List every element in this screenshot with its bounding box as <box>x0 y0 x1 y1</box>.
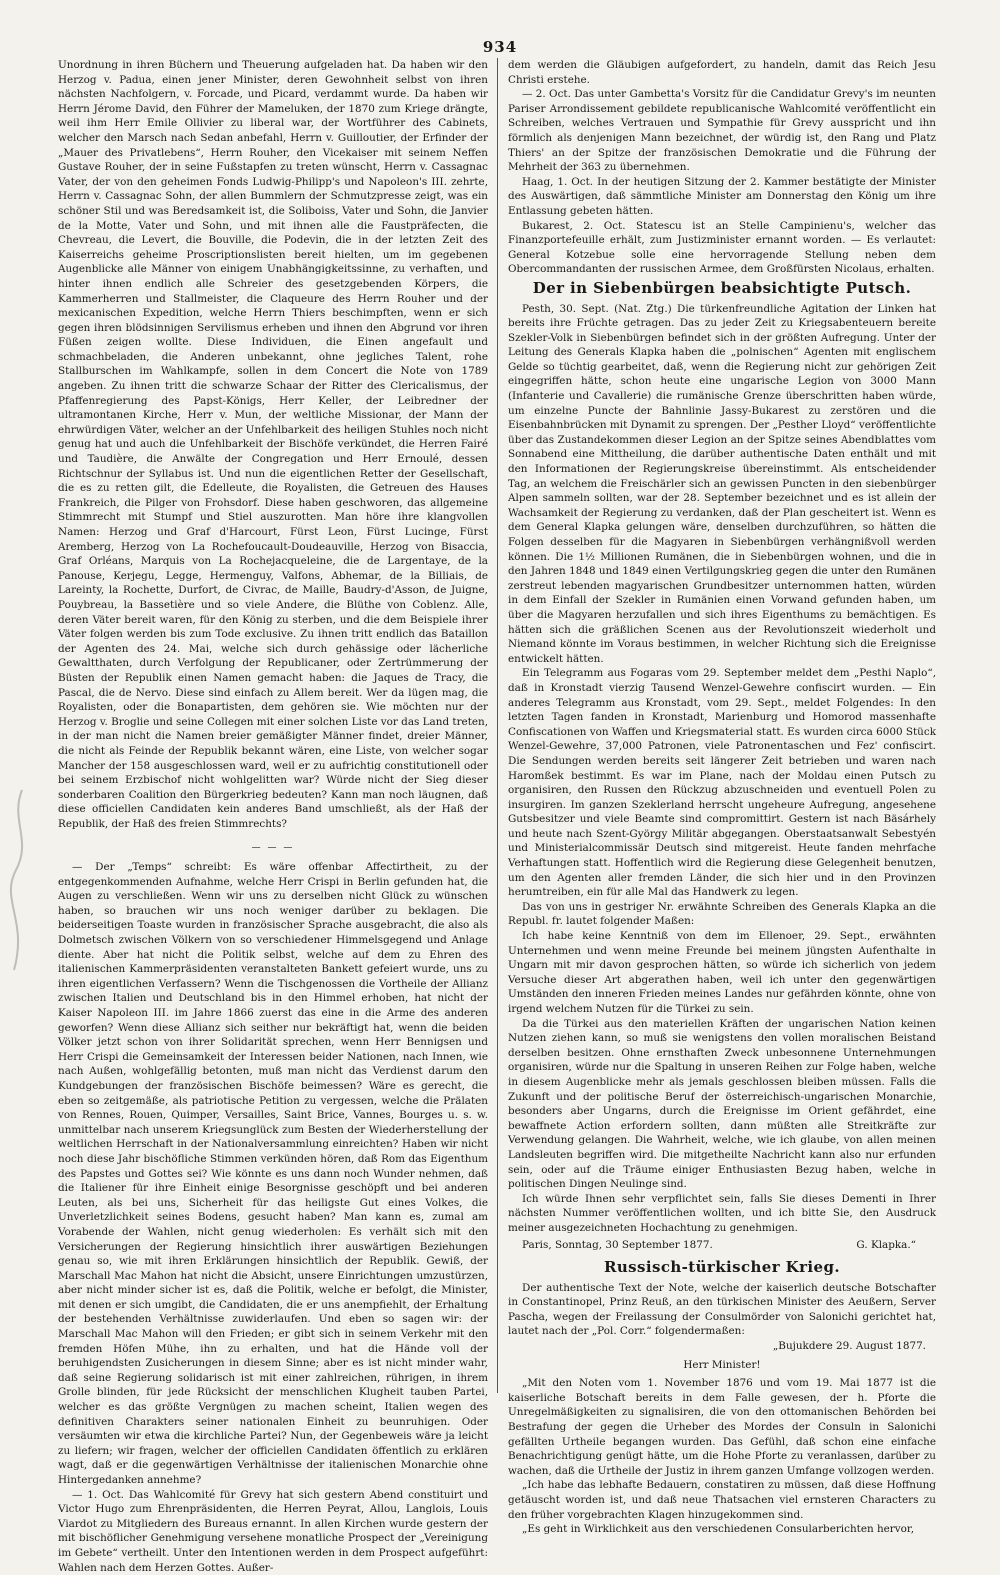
article-paragraph: Haag, 1. Oct. In der heutigen Sitzung der 2. Kammer bestätigte der Minister des Auswärtigen, daß sämmtliche Minister am Donnerstag den König um ihre Entlassung gebeten hätten. <box>508 175 936 217</box>
letter-paragraph: Da die Türkei aus den materiellen Kräften der ungarischen Nation keinen Nutzen ziehen kann, so muß sie wenigstens den vollen moralischen Beistand derselben besitzen. Ohne ernsthaften Zweck unbesonnene Unternehmungen organisiren, würde nur die Spaltung in unseren Reihen zur Folge haben, welche in diesem Augenblicke mehr als jemals geschlossen bleiben müssen. Falls die Zukunft und der politische Beruf der österreichisch-ungarischen Monarchie, besonders aber Ungarns, durch die Ereignisse im Orient gefährdet, eine bewaffnete Action erfordern sollten, dann müßten alle Streitkräfte zur Verwendung gelangen. Die Wahrheit, welche, wie ich glaube, von allen meinen Landsleuten begriffen wird. Die mitgetheilte Nachricht kann also nur erfunden sein, oder auf die Träume einiger Enthusiasten Bezug haben, welche in politischen Dingen Neulinge sind. <box>508 1017 936 1191</box>
letter-signature <box>508 1236 936 1257</box>
article-paragraph: Unordnung in ihren Büchern und Theuerung aufgeladen hat. Da haben wir den Herzog v. Padua, einen jener Minister, deren Gewohnheit selbst von ihren nächsten Nachfolgern, v. Forcade, und Picard, verdammt wurde. Da haben wir Herrn Jérome David, den Führer der Mameluken, der 1870 zum Kriege drängte, weil ihm Herr Emile Ollivier zu liberal war, der Wortführer des Cabinets, welcher den Marsch nach Sedan anbefahl, Herrn v. Guilloutier, der Erfinder der „Mauer des Privatlebens“, Herrn Rouher, den Vicekaiser mit seinem Neffen Gustave Rouher, der in seine Fußstapfen zu treten wünscht, Herrn v. Cassagnac Vater, der von den geheimen Fonds Ludwig-Philipp's und Napoleon's III. zehrte, Herrn v. Cassagnac Sohn, der allen Bummlern der Schmutzpresse zeigt, was ein schöner Stil und was Beredsamkeit ist, die Soliboiss, Vater und Sohn, die Janvier de la Motte, Vater und Sohn, und mit ihnen alle die Faustpräfecten, die Chevreau, die Levert, die Bouville, die Podevin, die in der letzten Zeit des Kaiserreichs geheime Proscriptionslisten bereit hielten, um im gegebenen Augenblicke alle Männer von einigem Unabhängigkeitssinne, zu verhaften, und hinter ihnen endlich alle Schreier des gesetzgebenden Körpers, die Kammerherren und Stallmeister, die Claqueure des Herrn Rouher und der mexicanischen Expedition, welche Herrn Thiers beschimpften, wenn er sich gegen ihren blödsinnigen Servilismus erheben und ihnen den Abgrund vor ihren Füßen zeigen wollte. Diese Individuen, die Einen angefault und schmachbeladen, die Anderen unbekannt, ohne jegliches Talent, rohe Stallburschen im Wahlkampfe, sollen in dem Concert die Note von 1789 angeben. Zu ihnen tritt die schwarze Schaar der Ritter des Clericalismus, der Pfaffenregierung des Papst-Königs, Herr Keller, der Leibredner der ultramontanen Kirche, Herr v. Mun, der weltliche Missionar, der Mann der ehrwürdigen Väter, welcher an der Unfehlbarkeit des heiligen Stuhles noch nicht genug hat und auch die Unfehlbarkeit der Bischöfe verkündet, die Herren Fairé und Taudière, die Anwälte der Congregation und Herr Ernoulé, dessen Richtschnur der Syllabus ist. Und nun die eigentlichen Retter der Gesellschaft, die es zu retten gilt, die Edelleute, die Royalisten, die Getreuen des Hauses Frankreich, die Pilger von Frohsdorf. Diese haben geschworen, das allgemeine Stimmrecht mit Stumpf und Stiel auszurotten. Man höre ihre klangvollen Namen: Herzog und Graf d'Harcourt, Fürst Leon, Fürst Lucinge, Fürst Aremberg, Herzog von La Rochefoucault-Doudeauville, Herzog von Bisaccia, Graf Orléans, Marquis von La Rochejacqueleine, die de Largentaye, de la Panouse, Kerjegu, Legge, Hermenguy, Valfons, Abhemar, de la Billiais, de Lareinty, la Rochette, Durfort, de Civrac, de Maille, Baudry-d'Asson, de Juigne, Pouybreau, la Bassetière und so viele Andere, die Blüthe von Coblenz. Alle, deren Väter bereit waren, für den König zu sterben, und die dem Beispiele ihrer Väter folgen werden bis zum Tode exclusive. Zu ihnen tritt endlich das Bataillon der Agenten des 24. Mai, welche sich durch gehässige oder lächerliche Gewaltthaten, durch Verfolgung der Republicaner, oder Zertrümmerung der Büsten der Republik einen Namen gemacht haben: die Jaques de Tracy, die Pascal, die de Nervo. Diese sind einfach zu Allem bereit. Wer da lügen mag, die Royalisten, oder die Bonapartisten, dem gehören sie. Wie möchten nur der Herzog v. Broglie und seine Collegen mit einer solchen Liste vor das Land treten, in der man nicht die Namen breier gemäßigter Männer findet, dreier Männer, die nicht als Feinde der Republik bekannt wären, eine Liste, von welcher sogar Mancher der 158 ausgeschlossen ward, weil er zu aufrichtig constitutionell oder bei seinem Erzbischof nicht wohlgelitten war? Würde nicht der Sieg dieser sonderbaren Coalition den Bürgerkrieg bedeuten? Kann man noch läugnen, daß diese officiellen Candidaten kein anderes Band umschließt, als der Haß der Republik, der Haß des freien Stimmrechts? <box>58 59 489 830</box>
section-heading: Russisch-türkischer Krieg. <box>604 1258 840 1277</box>
margin-pencil-mark-icon <box>2 780 40 980</box>
article-paragraph: Ein Telegramm aus Fogaras vom 29. September meldet dem „Pesthi Naplo“, daß in Kronstadt vierzig Tausend Wenzel-Gewehre confiscirt wurden. — Ein anderes Telegramm aus Kronstadt, vom 29. Sept., meldet Folgendes: In den letzten Tagen fanden in Kronstadt, Marienburg und Homorod massenhafte Confiscationen von Waffen und Kriegsmaterial statt. Es wurden circa 6000 Stück Wenzel-Gewehre, 37,000 Patronen, viele Patronentaschen und Fez' confiscirt. Die Sendungen werden bereits seit längerer Zeit betrieben und waren nach Haromßek bestimmt. Es war im Plane, nach der Moldau einen Putsch zu organisiren, den Russen den Rückzug abzuschneiden und eventuell Polen zu insurgiren. Im ganzen Szeklerland herrscht ungeheure Aufregung, angesehene Gutsbesitzer und viele Beamte sind compromittirt. Gestern ist nach Bäsárhely und heute nach Szent-György Militär abgegangen. Oberstaatsanwalt Sebestyén und Ministerialcommissär Deutsch sind mitgereist. Heute fanden mehrfache Verhaftungen statt. Hoffentlich wird die Regierung diese Gelegenheit benutzen, um den Agenten aller fremden Länder, die sich hier und in den Provinzen herumtreiben, ein für alle Mal das Handwerk zu legen. <box>508 667 936 899</box>
right-column <box>508 58 936 1536</box>
article-paragraph: — 1. Oct. Das Wahlcomité für Grevy hat sich gestern Abend constituirt und Victor Hugo zum Ehrenpräsidenten, die Herren Peyrat, Allou, Langlois, Louis Viardot zu Mitgliedern des Bureaus ernannt. In allen Kirchen wurde gestern der mit bischöflicher Genehmigung versehene monatliche Prospect der „Vereinigung im Gebete“ vertheilt. Unter den Intentionen werden in dem Prospect aufgeführt: Wahlen nach dem Herzen Gottes. Außer- <box>58 1488 488 1574</box>
article-paragraph: — Der „Temps“ schreibt: Es wäre offenbar Affectirtheit, zu der entgegenkommenden Aufnahme, welche Herr Crispi in Berlin gefunden hat, die Augen zu verschließen. Wenn wir uns zu derselben nicht Glück zu wünschen haben, so brauchen wir uns noch weniger darüber zu beklagen. Die beiderseitigen Toaste wurden in französischer Sprache ausgebracht, die also als Dolmetsch zwischen Völkern von so verschiedener Himmelsgegend und Anlage diente. Aber hat nicht die Politik selbst, welche auf dem zu Ehren des italienischen Kammerpräsidenten veranstalteten Bankett gefeiert wurde, uns zu ihren eigentlichen Verfassern? Wenn die Tischgenossen die Vortheile der Allianz zwischen Italien und Deutschland bis in den Himmel erhoben, hat nicht der Kaiser Napoleon III. im Jahre 1866 zuerst das eine in die Arme des anderen geworfen? Wenn diese Allianz sich seither nur bekräftigt hat, wenn die beiden Völker jetzt schon von ihrer Solidarität sprechen, wenn Herr Bennigsen und Herr Crispi die Gemeinsamkeit der Interessen beider Nationen, nach Innen, wie nach Außen, wohlgefällig betonten, muß man nicht das Verdienst darum den Kundgebungen der französischen Bischöfe beimessen? Wäre es gerecht, die eben so zeitgemäße, als patriotische Petition zu vergessen, welche die Prälaten von Rennes, Rouen, Quimper, Versailles, Saint Brice, Vannes, Bourges u. s. w. unmittelbar nach unserem Kriegsunglück zum Besten der Wiederherstellung der weltlichen Herrschaft in der Nationalversammlung einreichten? Haben wir nicht noch diese Jahr bischöfliche Stimmen verkünden hören, daß Rom das Eigenthum des Papstes und Gottes sei? Wie könnte es uns dann noch Wunder nehmen, daß die Italiener für ihre Einheit einige Besorgnisse geschöpft und bei anderen Leuten, als bei uns, Sicherheit für das heiligste Gut eines Volkes, die Unverletzlichkeit seines Bodens, gesucht haben? Man kann es, zumal am Vorabende der Wahlen, nicht genug wiederholen: Es verhält sich mit den Versicherungen der Regierung hinsichtlich ihrer auswärtigen Beziehungen genau so, wie mit ihren Erklärungen hinsichtlich der Republik. Gewiß, der Marschall Mac Mahon hat nicht die Absicht, unsere Einrichtungen umzustürzen, aber nicht minder sicher ist es, daß die Politik, welche er befolgt, die Minister, mit denen er sich umgibt, die Candidaten, die er uns anempfiehlt, der Erhaltung der bestehenden Verhältnisse zuwiderlaufen. Und eben so sagen wir: der Marschall Mac Mahon will den Frieden; er gibt sich in seinem Verkehr mit den fremden Höfen Mühe, ihn zu erhalten, und hat die Hände voll der beruhigendsten Zusicherungen in diesem Sinne; aber es ist nicht minder wahr, daß seine Regierung solidarisch ist mit einer zahlreichen, rührigen, in ihrem Grolle blinden, für jede Rücksicht der menschlichen Klugheit tauben Partei, welcher es das größte Vergnügen zu machen scheint, Italien wegen des definitiven Charakters seiner nationalen Einheit zu beunruhigen. Oder versäumten wir etwa die kirchliche Partei? Nun, der Gegenbeweis wäre ja leicht zu liefern; wir fragen, welcher der officiellen Candidaten öffentlich zu erklären wagt, daß er die gegenwärtigen Verhältnisse der italienischen Monarchie ohne Hintergedanken annehme? <box>58 861 488 1486</box>
article-paragraph: Bukarest, 2. Oct. Statescu ist an Stelle Campinienu's, welcher das Finanzportefeuille erhält, zum Justizminister ernannt worden. — Es verlautet: General Kotzebue solle eine hervorragende Stellung neben dem Obercommandanten der russischen Armee, dem Großfürsten Nicolaus, erhalten. <box>508 219 936 276</box>
signature-place-date: Paris, Sonntag, 30 September 1877. <box>522 1238 713 1251</box>
letter-paragraph: Ich würde Ihnen sehr verpflichtet sein, falls Sie dieses Dementi in Ihrer nächsten Nummer veröffentlichen wollten, und ich bitte Sie, den Ausdruck meiner ausgezeichneten Hochachtung zu genehmigen. <box>508 1192 936 1234</box>
letter-paragraph: Ich habe keine Kenntniß von dem im Ellenoer, 29. Sept., erwähnten Unternehmen und wenn meine Freunde bei meinem jüngsten Aufenthalte in Ungarn mit mir davon gesprochen hätten, so würde ich sicherlich von jedem Versuche dieser Art abgerathen haben, weil ich unter den gegenwärtigen Umständen den inneren Frieden meines Landes nur gefährden könnte, ohne von irgend welchem Nutzen für die Türkei zu sein. <box>508 930 936 1015</box>
letter-paragraph: „Mit den Noten vom 1. November 1876 und vom 19. Mai 1877 ist die kaiserliche Botschaft bereits in dem Falle gewesen, der h. Pforte die Unregelmäßigkeiten zu signalisiren, die von den ottomanischen Behörden bei Bestrafung der gegen die Urheber des Mordes der Consuln in Salonichi gefällten Urtheile begangen wurden. Das Gefühl, daß schon eine einfache Benachrichtigung genügt hätte, um die Hohe Pforte zu veranlassen, darüber zu wachen, daß die Urtheile der Justiz in ihrem ganzen Umfange vollzogen werden. <box>508 1377 936 1477</box>
column-divider <box>497 58 498 1393</box>
letter-salutation: Herr Minister! <box>683 1358 761 1371</box>
section-heading: Der in Siebenbürgen beabsichtigte Putsch. <box>532 278 912 297</box>
left-column <box>58 58 489 1574</box>
article-paragraph: Das von uns in gestriger Nr. erwähnte Schreiben des Generals Klapka an die Republ. fr. lautet folgender Maßen: <box>508 900 936 928</box>
section-divider: — — — <box>251 843 295 854</box>
article-paragraph: Der authentische Text der Note, welche der kaiserlich deutsche Botschafter in Constantinopel, Prinz Reuß, an den türkischen Minister des Aeußern, Server Pascha, wegen der Freilassung der Consulmörder von Salonichi gerichtet hat, lautet nach der „Pol. Corr.“ folgendermaßen: <box>508 1281 936 1338</box>
letter-paragraph: „Ich habe das lebhafte Bedauern, constatiren zu müssen, daß diese Hoffnung getäuscht worden ist, und daß neue Thatsachen viel ernsteren Characters zu den früher vorgebrachten Klagen hinzugekommen sind. <box>508 1479 936 1521</box>
article-paragraph: Pesth, 30. Sept. (Nat. Ztg.) Die türkenfreundliche Agitation der Linken hat bereits ihre Früchte getragen. Das zu jeder Zeit zu Kriegsabenteuern bereite Szekler-Volk in Siebenbürgen befindet sich in der größten Aufregung. Unter der Leitung des Generals Klapka haben die „polnischen“ Agenten mit englischem Gelde so tüchtig gearbeitet, daß, wenn die Regierung nicht zur gehörigen Zeit eingegriffen hätte, schon heute eine ungarische Legion von 3000 Mann (Infanterie und Cavallerie) die rumänische Grenze überschritten haben würde, um einzelne Puncte der Bahnlinie Jassy-Bukarest zu zerstören und die Eisenbahnbrücken mit Dynamit zu sprengen. Der „Pesther Lloyd“ veröffentlichte über das Zustandekommen dieser Legion an der Spitze seines Abendblattes vom Sonnabend eine Mittheilung, die darüber authentische Daten enthält und mit den Informationen der Regierungskreise übereinstimmt. Als entscheidender Tag, an welchem die Freischärler sich an gewissen Puncten in den siebenbürger Alpen sammeln sollten, war der 28. September bezeichnet und es ist allein der Wachsamkeit der Regierung zu verdanken, daß der Plan gescheitert ist. Wenn es dem General Klapka gelungen wäre, denselben durchzuführen, so hätten die Folgen desselben für die Magyaren in Siebenbürgen verhängnißvoll werden können. Die 1½ Millionen Rumänen, die in Siebenbürgen wohnen, und die in den Jahren 1848 und 1849 einen Vertilgungskrieg gegen die unter den Rumänen zerstreut lebenden magyarischen Grundbesitzer unternommen hatten, würden in dem Einfall der Szekler in Rumänien einen Vorwand gefunden haben, um über die Magyaren herzufallen und sich ihres Eigenthums zu bemächtigen. Es hätten sich die gräßlichen Scenen aus der Revolutionszeit wiederholt und Niemand könnte im Voraus bestimmen, in welcher Richtung sich die Ereignisse entwickelt hätten. <box>508 302 936 665</box>
article-paragraph: dem werden die Gläubigen aufgefordert, zu handeln, damit das Reich Jesu Christi erstehe. <box>508 59 936 86</box>
page-number: 934 <box>482 38 518 56</box>
letter-dateline: „Bujukdere 29. August 1877. <box>772 1340 926 1353</box>
signature-name: G. Klapka.“ <box>856 1238 916 1251</box>
letter-paragraph: „Es geht in Wirklichkeit aus den verschiedenen Consularberichten hervor, <box>522 1523 915 1536</box>
article-paragraph: — 2. Oct. Das unter Gambetta's Vorsitz für die Candidatur Grevy's im neunten Pariser Arrondissement gebildete republicanische Wahlcomité veröffentlicht ein Schreiben, welches Vertrauen und Sympathie für Grevy ausspricht und ihn förmlich als denjenigen Mann bezeichnet, der würdig ist, den Rang und Platz Thiers' an der Spitze der französischen Demokratie und die Führung der Mehrheit der 363 zu übernehmen. <box>508 88 936 174</box>
